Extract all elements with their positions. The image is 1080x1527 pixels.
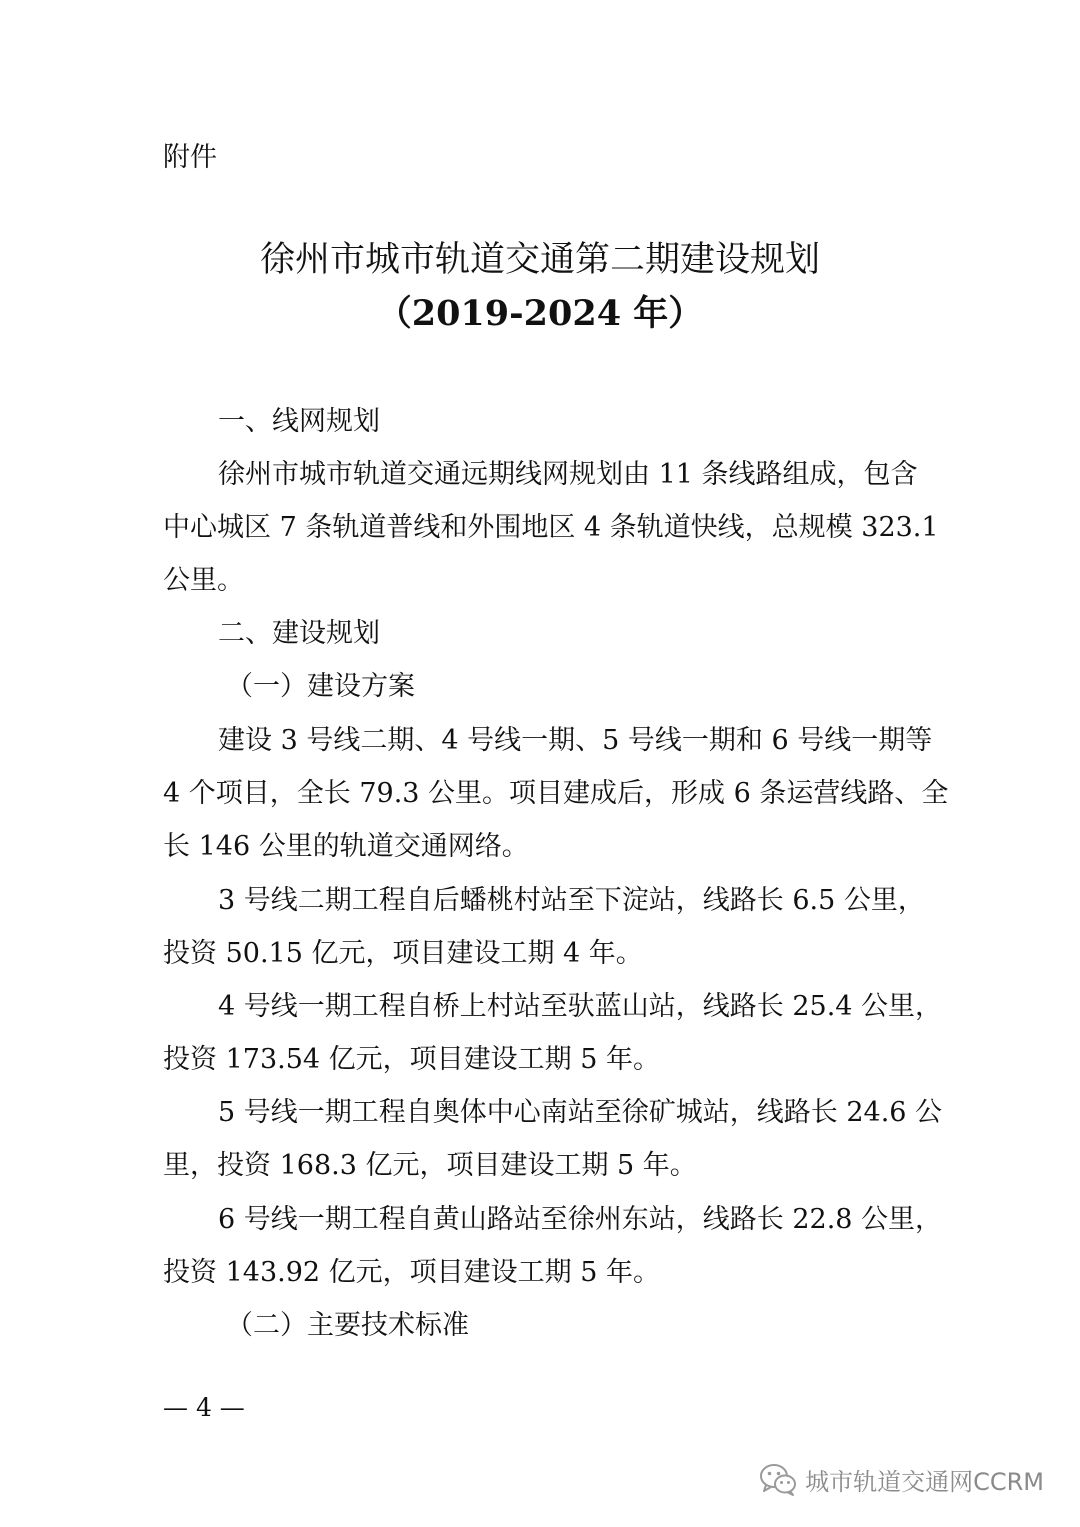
watermark-text: 城市轨道交通网CCRM: [805, 1467, 1044, 1496]
paragraph-line-line4: 4 号线一期工程自桥上村站至驮蓝山站，线路长 25.4 公里，: [218, 991, 943, 1022]
page-number: — 4 —: [163, 1393, 245, 1422]
attachment-label: 附件: [163, 142, 217, 173]
paragraph-line: 中心城区 7 条轨道普线和外围地区 4 条轨道快线，总规模 323.1: [163, 512, 939, 543]
paragraph-line-line5: 里，投资 168.3 亿元，项目建设工期 5 年。: [163, 1150, 697, 1181]
paragraph-line: 建设 3 号线二期、4 号线一期、5 号线一期和 6 号线一期等: [218, 725, 933, 756]
subsection-heading-technical-standards: （二）主要技术标准: [226, 1310, 469, 1341]
paragraph-line-line3: 3 号线二期工程自后蟠桃村站至下淀站，线路长 6.5 公里，: [218, 885, 925, 916]
paragraph-line-line4: 投资 173.54 亿元，项目建设工期 5 年。: [163, 1044, 660, 1075]
paragraph-line: 长 146 公里的轨道交通网络。: [163, 831, 529, 862]
document-title: 徐州市城市轨道交通第二期建设规划: [259, 240, 820, 280]
document-subtitle-years: （2019-2024 年）: [376, 293, 704, 334]
paragraph-line-line6: 投资 143.92 亿元，项目建设工期 5 年。: [163, 1257, 660, 1288]
paragraph-line-line5: 5 号线一期工程自奥体中心南站至徐矿城站，线路长 24.6 公: [218, 1097, 943, 1128]
section-heading-network-plan: 一、线网规划: [218, 406, 380, 437]
paragraph-line: 徐州市城市轨道交通远期线网规划由 11 条线路组成，包含: [218, 459, 918, 490]
paragraph-line: 公里。: [163, 565, 244, 596]
wechat-icon: [759, 1462, 797, 1496]
watermark: [759, 1459, 1044, 1499]
paragraph-line: 4 个项目，全长 79.3 公里。项目建成后，形成 6 条运营线路、全: [163, 778, 949, 809]
paragraph-line-line3: 投资 50.15 亿元，项目建设工期 4 年。: [163, 938, 643, 969]
subsection-heading-construction-scheme: （一）建设方案: [226, 671, 415, 702]
section-heading-construction-plan: 二、建设规划: [218, 618, 380, 649]
paragraph-line-line6: 6 号线一期工程自黄山路站至徐州东站，线路长 22.8 公里，: [218, 1204, 943, 1235]
